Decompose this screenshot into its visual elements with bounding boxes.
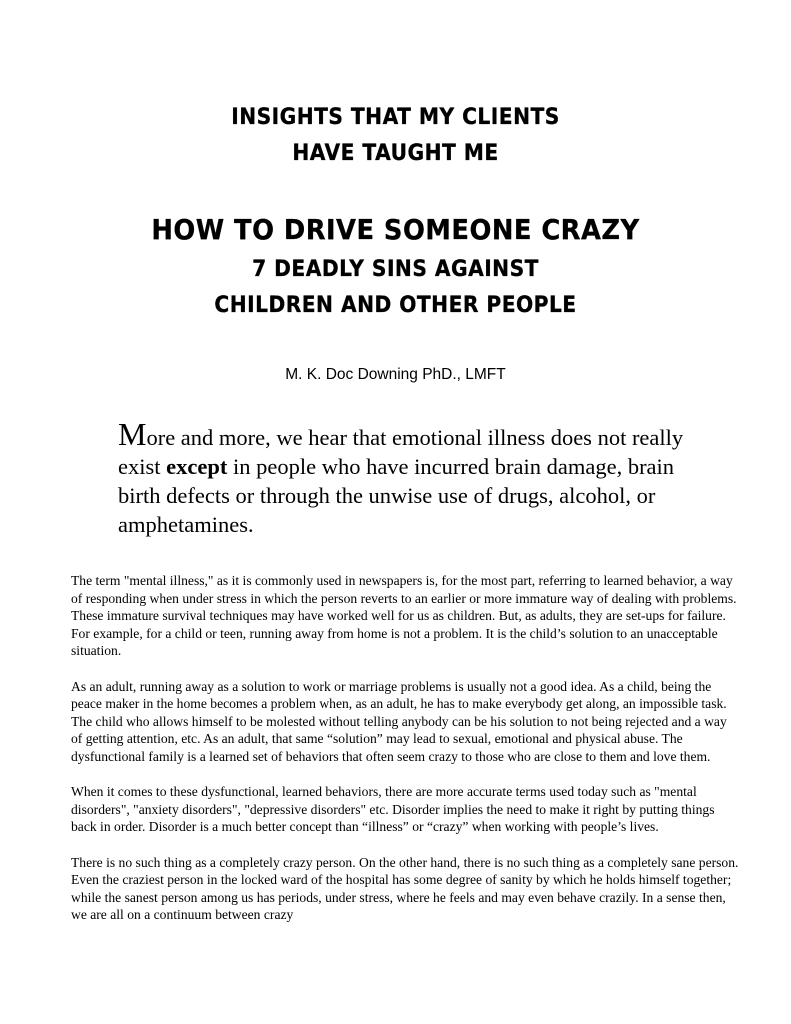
body-paragraph-2: As an adult, running away as a solution to work or marriage problems is usually not a good idea. As a child, being the peace maker in the home becomes a problem when, as an adult, he has to make everybody get along, an impossible task. The child who allows himself to be molested without telling anybody can be his solution to not being rejected and a way of getting attention, etc. As an adult, that same “solution” may lead to sexual, emotional and physical abuse. The dysfunctional family is a learned set of behaviors that often seem crazy to those who are close to them and love them. — [71, 678, 727, 764]
series-title-line-2: HAVE TAUGHT ME — [292, 141, 499, 166]
lead-text-part-1: ore and more, we hear that emotional illness does not really exist — [118, 425, 684, 479]
lead-text-part-2: in people who have incurred brain damage, brain birth defects or through the unwise use of drugs, alcohol, or amphetamines. — [118, 454, 675, 537]
body-paragraph-3: When it comes to these dysfunctional, learned behaviors, there are more accurate terms used today such as "mental disorders", "anxiety disorders", "depressive disorders" etc. Disorder implies the need to make it right by putting things back in order. Disorder is a much better concept than “illness” or “crazy” when working with people’s lives. — [71, 784, 715, 835]
lead-emphasis: except — [166, 454, 228, 479]
body-paragraph-4: There is no such thing as a completely crazy person. On the other hand, there is no such thing as a completely sane person. Even the craziest person in the locked ward of the hospital has some degree of sanity by which he holds himself together; while the sanest person among us has periods, under stress, where he feels and may even behave crazily. In a sense then, we are all on a continuum between crazy — [71, 854, 739, 923]
series-title-line-1: INSIGHTS THAT MY CLIENTS — [231, 105, 560, 130]
lead-paragraph — [118, 416, 718, 539]
main-title: HOW TO DRIVE SOMEONE CRAZY — [151, 213, 640, 246]
body-text — [71, 572, 739, 941]
subtitle-line-1: 7 DEADLY SINS AGAINST — [252, 257, 539, 282]
subtitle — [32, 252, 760, 324]
body-paragraph-1: The term "mental illness," as it is commonly used in newspapers is, for the most part, referring to learned behavior, a way of responding when under stress in which the person reverts to an earlier or more immature way of dealing with problems. These immature survival techniques may have worked well for us as children. But, as adults, they are set-ups for failure. For example, for a child or teen, running away from home is not a problem. It is the child’s solution to an unacceptable situation. — [71, 573, 737, 659]
drop-cap: M — [118, 416, 147, 452]
subtitle-line-2: CHILDREN AND OTHER PEOPLE — [214, 293, 577, 318]
series-title — [32, 100, 760, 172]
author-byline: M. K. Doc Downing PhD., LMFT — [285, 366, 506, 383]
